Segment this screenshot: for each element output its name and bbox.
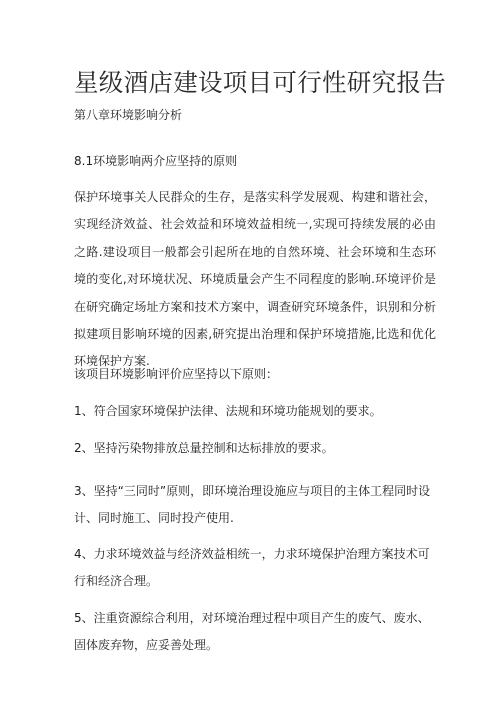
document-title: 星级酒店建设项目可行性研究报告 (74, 68, 446, 97)
principle-item-4: 4、力求环境效益与经济效益相统一，力求环境保护治理方案技术可行和经济合理。 (74, 547, 430, 588)
chapter-heading: 第八章环境影响分析 (74, 108, 183, 122)
body-paragraph: 保护环境事关人民群众的生存，是落实科学发展观、构建和谐社会，实现经济效益、社会效益和环境效益相统一,实现可持续发展的必由之路.建设项目一般都会引起所在地的自然环境、社会环境和生态环境的变化,对环境状况、环境质量会产生不同程度的影响.环境评价是在研究确定场址方案和技术方案中，调查研究环境条件，识别和分析拟建项目影响环境的因素,研究提出治理和保护环境措施,比选和优化环境保护方案. (74, 190, 436, 369)
principle-item-3: 3、坚持“三同时”原则，即环境治理设施应与项目的主体工程同时设计、同时施工、同时投产使用. (74, 484, 431, 525)
principle-item-1: 1、符合国家环境保护法律、法规和环境功能规划的要求。 (74, 404, 382, 418)
principle-item-5: 5、注重资源综合利用，对环境治理过程中项目产生的废气、废水、固体废弃物，应妥善处理。 (74, 611, 430, 652)
principle-item-2: 2、坚持污染物排放总量控制和达标排放的要求。 (74, 441, 334, 455)
principles-intro: 该项目环境影响评价应坚持以下原则： (74, 367, 279, 381)
section-heading: 8.1环境影响两介应坚持的原则 (74, 154, 238, 168)
